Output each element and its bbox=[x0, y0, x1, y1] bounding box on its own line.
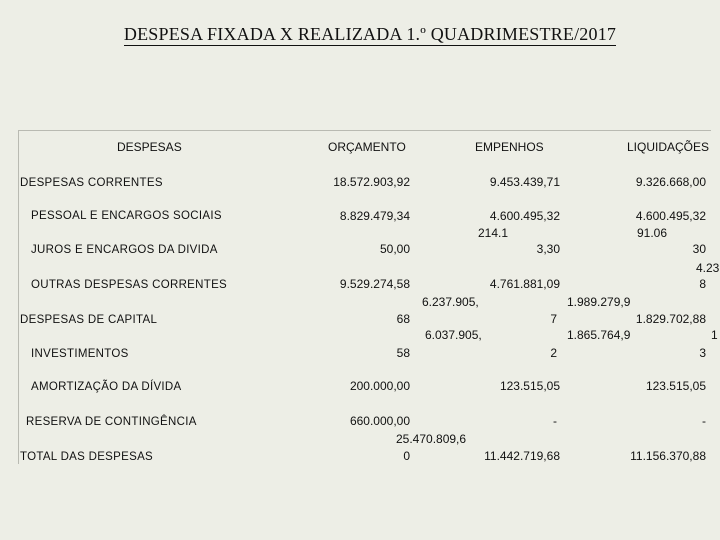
cell-liquidacoes: 11.156.370,88 bbox=[630, 449, 706, 463]
row-label-despesas-correntes: DESPESAS CORRENTES bbox=[20, 177, 163, 189]
cell-empenhos: 2 bbox=[550, 346, 557, 360]
header-liquidacoes: LIQUIDAÇÕES bbox=[627, 140, 710, 154]
cell-empenhos: 4.761.881,09 bbox=[489, 277, 560, 291]
cell-orcamento: 68 bbox=[396, 312, 410, 326]
cell-fragment: 25.470.809,6 bbox=[396, 432, 467, 446]
row-label-amortizacao: AMORTIZAÇÃO DA DÍVIDA bbox=[31, 381, 182, 393]
cell-fragment: 4.23 bbox=[696, 261, 720, 275]
cell-liquidacoes: 3 bbox=[699, 346, 706, 360]
cell-empenhos: 123.515,05 bbox=[499, 379, 560, 393]
row-label-pessoal: PESSOAL E ENCARGOS SOCIAIS bbox=[31, 210, 222, 222]
cell-orcamento: 9.529.274,58 bbox=[339, 277, 410, 291]
cell-empenhos: 7 bbox=[550, 312, 557, 326]
cell-empenhos: 9.453.439,71 bbox=[489, 175, 560, 189]
page-title bbox=[0, 24, 720, 45]
cell-empenhos: 4.600.495,32 bbox=[489, 209, 560, 223]
row-label-total: TOTAL DAS DESPESAS bbox=[20, 451, 154, 463]
cell-orcamento: 0 bbox=[403, 449, 410, 463]
header-despesas: DESPESAS bbox=[117, 140, 182, 154]
cell-orcamento: 50,00 bbox=[379, 242, 410, 256]
cell-orcamento: 18.572.903,92 bbox=[333, 175, 410, 189]
cell-liquidacoes: 8 bbox=[699, 277, 706, 291]
cell-orcamento: 200.000,00 bbox=[349, 379, 410, 393]
cell-orcamento: 660.000,00 bbox=[349, 414, 410, 428]
cell-liquidacoes: 30 bbox=[692, 242, 706, 256]
page-title-text: DESPESA FIXADA X REALIZADA 1.º QUADRIMESTRE/2017 bbox=[123, 24, 617, 44]
header-empenhos: EMPENHOS bbox=[475, 140, 544, 154]
row-label-reserva: RESERVA DE CONTINGÊNCIA bbox=[26, 416, 197, 428]
row-label-despesas-capital: DESPESAS DE CAPITAL bbox=[20, 314, 158, 326]
cell-fragment: 91.06 bbox=[637, 226, 668, 240]
cell-liquidacoes: - bbox=[702, 414, 706, 428]
cell-empenhos: - bbox=[553, 414, 557, 428]
row-label-juros: JUROS E ENCARGOS DA DIVIDA bbox=[31, 244, 218, 256]
cell-fragment: 6.037.905, bbox=[425, 328, 482, 342]
cell-liquidacoes: 123.515,05 bbox=[645, 379, 706, 393]
cell-fragment: 1 bbox=[711, 328, 718, 342]
cell-liquidacoes: 1.829.702,88 bbox=[635, 312, 706, 326]
row-label-investimentos: INVESTIMENTOS bbox=[31, 348, 129, 360]
cell-liquidacoes: 4.600.495,32 bbox=[635, 209, 706, 223]
cell-orcamento: 58 bbox=[396, 346, 410, 360]
cell-liquidacoes: 9.326.668,00 bbox=[635, 175, 706, 189]
cell-fragment: 1.989.279,9 bbox=[567, 295, 631, 309]
cell-orcamento: 8.829.479,34 bbox=[339, 209, 410, 223]
cell-fragment: 1.865.764,9 bbox=[567, 328, 631, 342]
cell-empenhos: 11.442.719,68 bbox=[484, 449, 560, 463]
row-label-outras: OUTRAS DESPESAS CORRENTES bbox=[31, 279, 228, 291]
cell-fragment: 214.1 bbox=[478, 226, 509, 240]
header-orcamento: ORÇAMENTO bbox=[328, 140, 406, 154]
cell-fragment: 6.237.905, bbox=[422, 295, 479, 309]
cell-empenhos: 3,30 bbox=[536, 242, 560, 256]
